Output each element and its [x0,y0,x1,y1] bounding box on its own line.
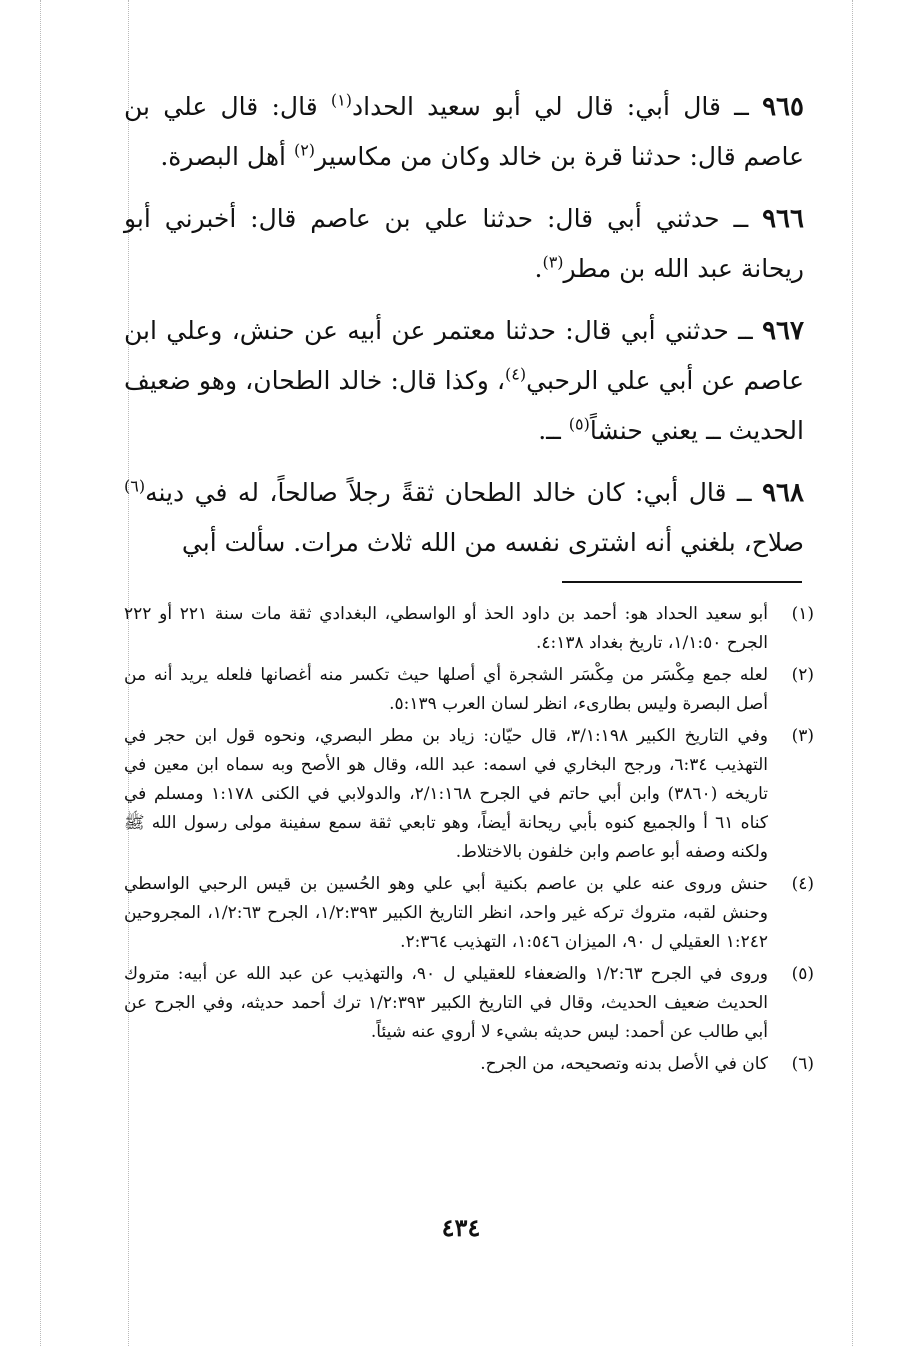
footnote-text: وفي التاريخ الكبير ٣/١:١٩٨، قال حيّان: زياد بن مطر البصري، ونحوه قول ابن حجر في التهذيب ٦:٣٤، ورجح البخاري في اسمه: عبد الله، وقال هو الأصح وبه سماه ابن معين في تاريخه (٣٨٦٠) وابن أبي حاتم في الجرح ٢/١:١٦٨، والدولابي في الكنى ١:١٧٨ ومسلم في كناه ٦١ أ والجميع كنوه بأبي ريحانة أيضاً، وهو تابعي ثقة سمع سفينة مولى رسول الله ﷺ ولكنه وصفه أبو عاصم وابن خلفون بالاختلاط. [124,726,769,862]
entry-number: ٩٦٦ [762,204,804,234]
footnote-5 [124,960,814,1047]
page-number: ٤٣٤ [441,1213,481,1242]
entry-text: ــ. [538,416,569,445]
entry-967 [124,306,804,456]
footnote-number: (٦) [791,1054,814,1074]
footnote-6 [124,1050,814,1079]
footnotes [124,600,814,1082]
footnote-separator [562,581,802,583]
main-text [124,82,804,580]
footnote-text: أبو سعيد الحداد هو: أحمد بن داود الحذ أو الواسطي، البغدادي ثقة مات سنة ٢٢١ أو ٢٢٢ الجرح ١/١:٥٠، تاريخ بغداد ٤:١٣٨. [124,604,768,653]
entry-text: ــ حدثني أبي قال: حدثنا علي بن عاصم قال: أخبرني أبو ريحانة عبد الله بن مطر [124,204,804,283]
footnote-ref: (٢) [293,140,316,160]
entry-text: قال: قال علي بن عاصم قال: حدثنا قرة بن خالد وكان من مكاسير [124,92,804,171]
footnote-number: (٥) [791,964,814,984]
footnote-ref: (٥) [568,414,590,434]
entry-text: صلاح، بلغني أنه اشترى نفسه من الله ثلاث مرات. سألت أبي [181,528,804,557]
footnote-1 [124,600,814,658]
footnote-text: كان في الأصل بدنه وتصحيحه، من الجرح. [480,1054,768,1074]
scan-margin-line-left [40,0,41,1346]
entry-965 [124,82,804,182]
footnote-ref: (٦) [124,476,146,496]
footnote-number: (٢) [791,665,814,685]
footnote-3 [124,722,814,867]
entry-968 [124,468,804,568]
footnote-number: (٤) [791,874,814,894]
footnote-number: (١) [791,604,814,624]
entry-number: ٩٦٧ [762,316,804,346]
footnote-number: (٣) [791,726,814,746]
footnote-4 [124,870,814,957]
entry-number: ٩٦٥ [762,92,804,122]
footnote-2 [124,661,814,719]
footnote-text: وروى في الجرح ١/٢:٦٣ والضعفاء للعقيلي ل ٩٠، والتهذيب عن عبد الله عن أبيه: متروك الحديث ضعيف الحديث، وقال في التاريخ الكبير ١/٢:٣٩٣ ترك أحمد حديثه، وفي الجرح عن أبي طالب عن أحمد: ليس حديثه بشيء لا أروي عنه شيئاً. [124,964,768,1042]
entry-text: أهل البصرة. [160,142,294,171]
entry-text: . [534,254,543,283]
footnote-text: حنش وروى عنه علي بن عاصم بكنية أبي علي وهو الحُسين بن قيس الرحبي الواسطي وحنش لقبه، متروك تركه غير واحد، انظر التاريخ الكبير ١/٢:٣٩٣، الجرح ١/٢:٦٣، المجروحين ١:٢٤٢ العقيلي ل ٩٠، الميزان ١:٥٤٦، التهذيب ٢:٣٦٤. [124,874,769,952]
entry-text: ــ قال أبي: قال لي أبو سعيد الحداد [351,92,749,121]
footnote-ref: (٣) [542,252,564,272]
entry-text: ــ حدثني أبي قال: حدثنا معتمر عن أبيه عن حنش، وعلي ابن عاصم عن أبي علي الرحبي [124,316,804,395]
entry-number: ٩٦٨ [762,478,804,508]
entry-966 [124,194,804,294]
entry-text: ، وكذا قال: خالد الطحان، وهو ضعيف الحديث ــ يعني حنشاً [124,366,804,445]
scan-margin-line-right [852,0,853,1346]
footnote-text: لعله جمع مِكْسَر من مِكْسَر الشجرة أي أصلها حيث تكسر منه أغصانها فلعله يريد أنه من أصل البصرة وليس بطارىء، انظر لسان العرب ٥:١٣٩. [124,665,768,714]
footnote-ref: (٤) [505,364,527,384]
footnote-ref: (١) [330,90,352,110]
entry-text: ــ قال أبي: كان خالد الطحان ثقةً رجلاً صالحاً، له في دينه [145,478,752,507]
